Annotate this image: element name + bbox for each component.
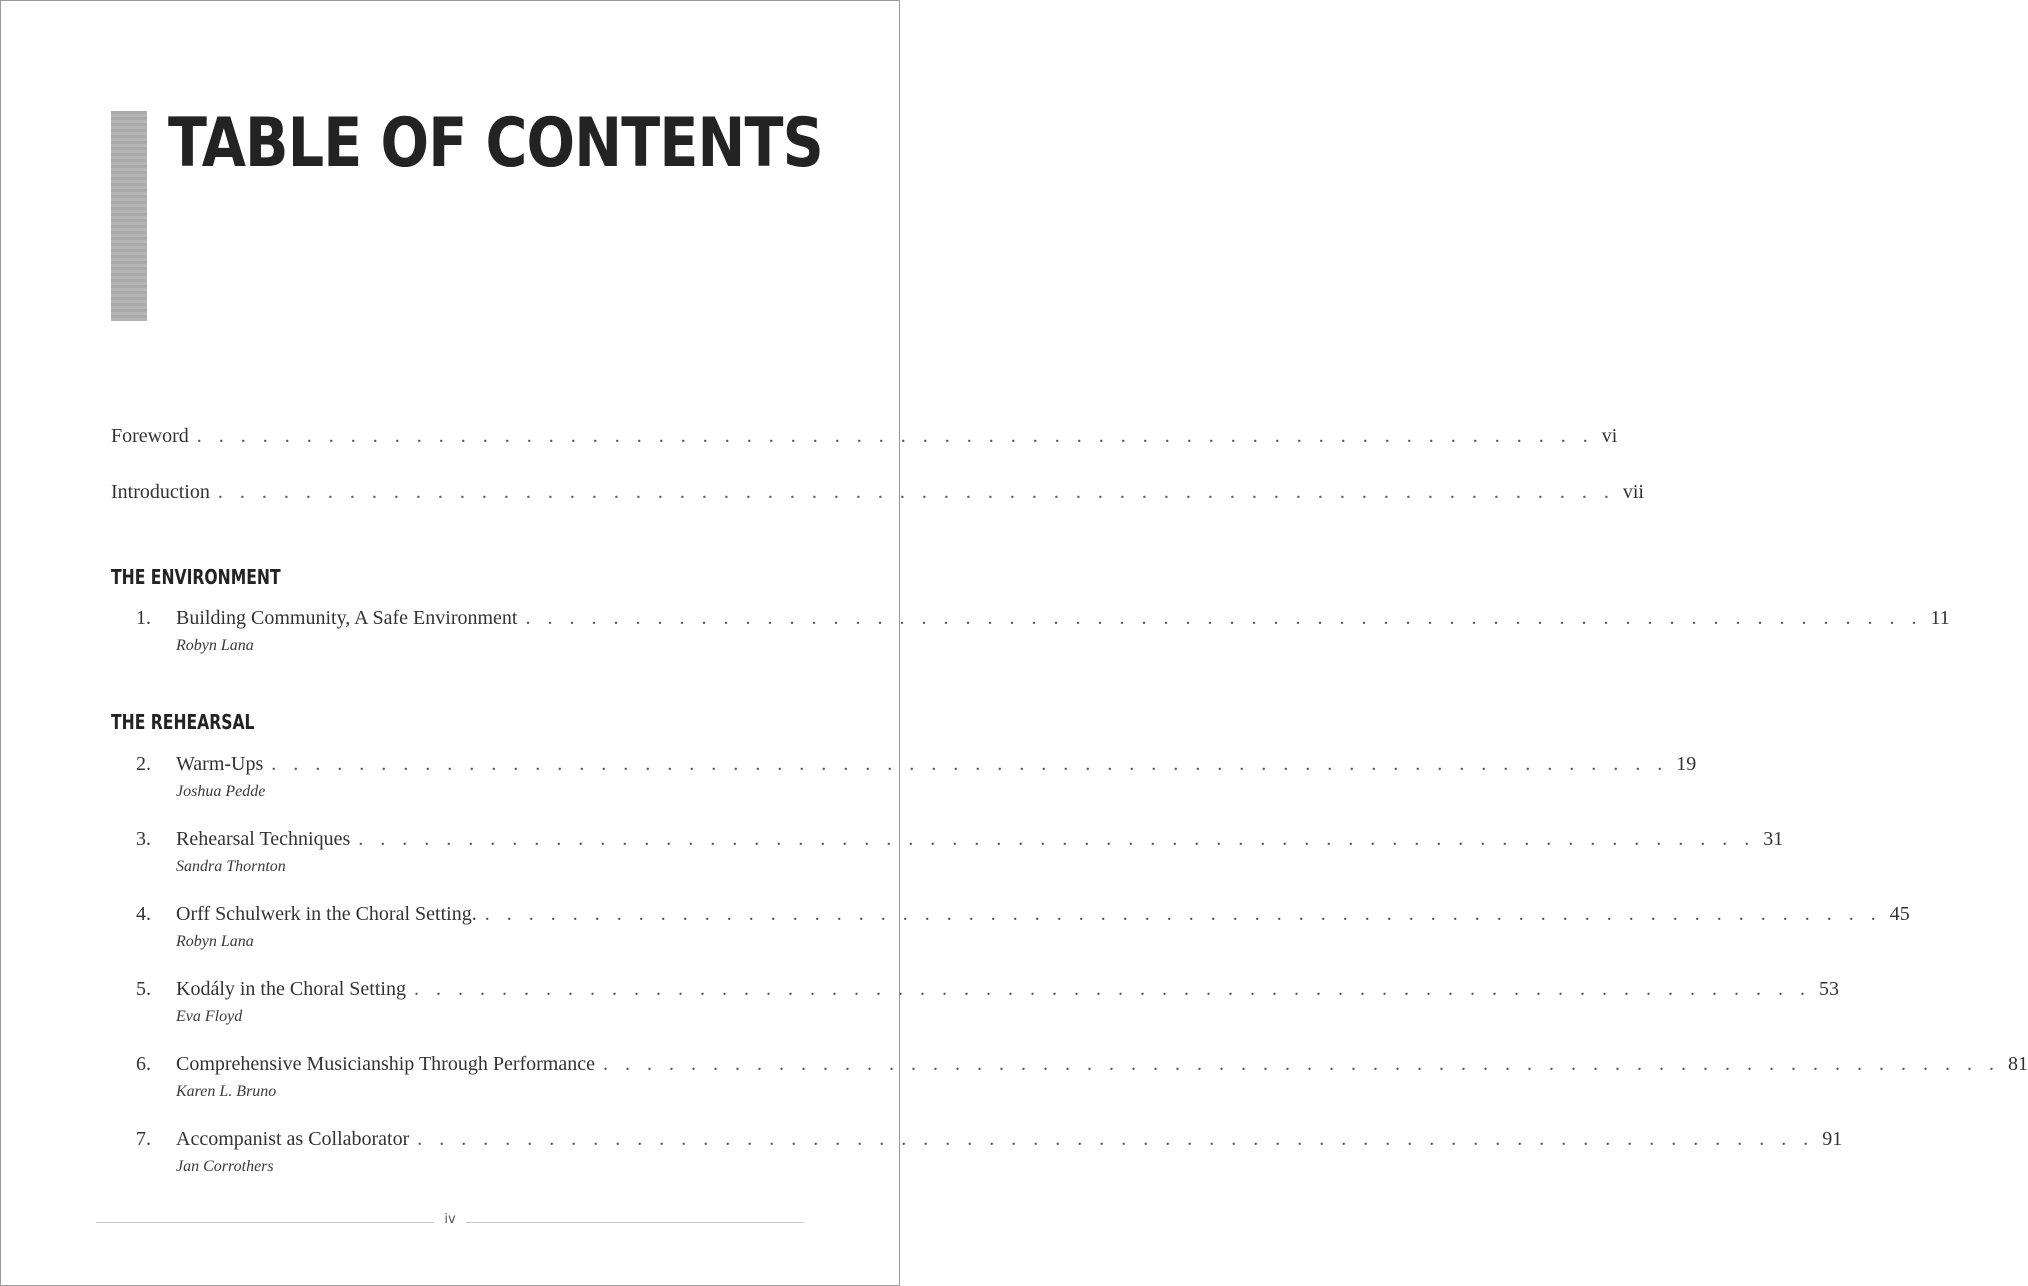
toc-entry-page: 53 xyxy=(1818,978,1839,1000)
toc-entry-introduction[interactable] xyxy=(111,481,1644,504)
dot-leader: . . . . . . . . . . . . . . . . . . . . . . . . . . . . . . . . . . . . . . . . . . . . . . . . . . . . . . . . . . . . . . . . xyxy=(525,607,1923,629)
toc-entry-title: Foreword xyxy=(111,425,189,447)
chapter-number: 3. xyxy=(136,828,151,850)
chapter-author: Sandra Thornton xyxy=(176,858,286,875)
toc-entry-title: Warm-Ups xyxy=(176,753,264,775)
chapter-number: 4. xyxy=(136,903,151,925)
toc-entry-title: Building Community, A Safe Environment xyxy=(176,607,518,629)
chapter-author: Robyn Lana xyxy=(176,933,254,950)
footer-rule-left xyxy=(96,1222,434,1223)
toc-entry-chapter-5[interactable] xyxy=(176,978,1839,1001)
dot-leader: . . . . . . . . . . . . . . . . . . . . . . . . . . . . . . . . . . . . . . . . . . . . . . . . . . . . . . . . . . . . . . . . xyxy=(417,1128,1815,1150)
page-title: TABLE OF CONTENTS xyxy=(168,104,823,183)
toc-entry-chapter-6[interactable] xyxy=(176,1053,2028,1076)
toc-entry-title: Accompanist as Collaborator xyxy=(176,1128,410,1150)
toc-entry-page: vii xyxy=(1622,481,1644,503)
chapter-number: 6. xyxy=(136,1053,151,1075)
footer-rule-right xyxy=(466,1222,804,1223)
page-number: iv xyxy=(444,1212,456,1227)
dot-leader: . . . . . . . . . . . . . . . . . . . . . . . . . . . . . . . . . . . . . . . . . . . . . . . . . . . . . . . . . . . . . . . . xyxy=(413,978,1811,1000)
chapter-number: 7. xyxy=(136,1128,151,1150)
toc-entry-page: vi xyxy=(1601,425,1618,447)
chapter-author: Jan Corrothers xyxy=(176,1158,274,1175)
toc-entry-page: 11 xyxy=(1930,607,1950,629)
toc-entry-page: 31 xyxy=(1763,828,1784,850)
chapter-author: Eva Floyd xyxy=(176,1008,243,1025)
toc-entry-chapter-4[interactable] xyxy=(176,903,1910,926)
dot-leader: . . . . . . . . . . . . . . . . . . . . . . . . . . . . . . . . . . . . . . . . . . . . . . . . . . . . . . . . . . . . . . . . xyxy=(217,481,1615,503)
toc-entry-foreword[interactable] xyxy=(111,425,1618,448)
toc-entry-chapter-7[interactable] xyxy=(176,1128,1843,1151)
toc-entry-chapter-1[interactable] xyxy=(176,607,1950,630)
toc-entry-chapter-3[interactable] xyxy=(176,828,1784,851)
dot-leader: . . . . . . . . . . . . . . . . . . . . . . . . . . . . . . . . . . . . . . . . . . . . . . . . . . . . . . . . . . . . . . . . xyxy=(358,828,1756,850)
dot-leader: . . . . . . . . . . . . . . . . . . . . . . . . . . . . . . . . . . . . . . . . . . . . . . . . . . . . . . . . . . . . . . . . xyxy=(484,903,1882,925)
title-accent-bar xyxy=(111,111,147,321)
toc-entry-page: 19 xyxy=(1676,753,1697,775)
dot-leader: . . . . . . . . . . . . . . . . . . . . . . . . . . . . . . . . . . . . . . . . . . . . . . . . . . . . . . . . . . . . . . . . xyxy=(271,753,1669,775)
toc-entry-title: Comprehensive Musicianship Through Performance xyxy=(176,1053,595,1075)
chapter-author: Robyn Lana xyxy=(176,637,254,654)
toc-entry-chapter-2[interactable] xyxy=(176,753,1697,776)
toc-entry-title: Rehearsal Techniques xyxy=(176,828,351,850)
toc-entry-title: Kodály in the Choral Setting xyxy=(176,978,406,1000)
dot-leader: . . . . . . . . . . . . . . . . . . . . . . . . . . . . . . . . . . . . . . . . . . . . . . . . . . . . . . . . . . . . . . . . xyxy=(602,1053,2000,1075)
toc-entry-title: Orff Schulwerk in the Choral Setting. xyxy=(176,903,477,925)
dot-leader: . . . . . . . . . . . . . . . . . . . . . . . . . . . . . . . . . . . . . . . . . . . . . . . . . . . . . . . . . . . . . . . . xyxy=(196,425,1594,447)
toc-entry-title: Introduction xyxy=(111,481,210,503)
toc-entry-page: 81 xyxy=(2007,1053,2028,1075)
section-heading-rehearsal: THE REHEARSAL xyxy=(111,710,255,734)
chapter-number: 2. xyxy=(136,753,151,775)
section-heading-environment: THE ENVIRONMENT xyxy=(111,565,281,589)
chapter-number: 5. xyxy=(136,978,151,1000)
chapter-author: Joshua Pedde xyxy=(176,783,266,800)
toc-entry-page: 45 xyxy=(1889,903,1910,925)
toc-entry-page: 91 xyxy=(1822,1128,1843,1150)
chapter-number: 1. xyxy=(136,607,151,629)
chapter-author: Karen L. Bruno xyxy=(176,1083,277,1100)
